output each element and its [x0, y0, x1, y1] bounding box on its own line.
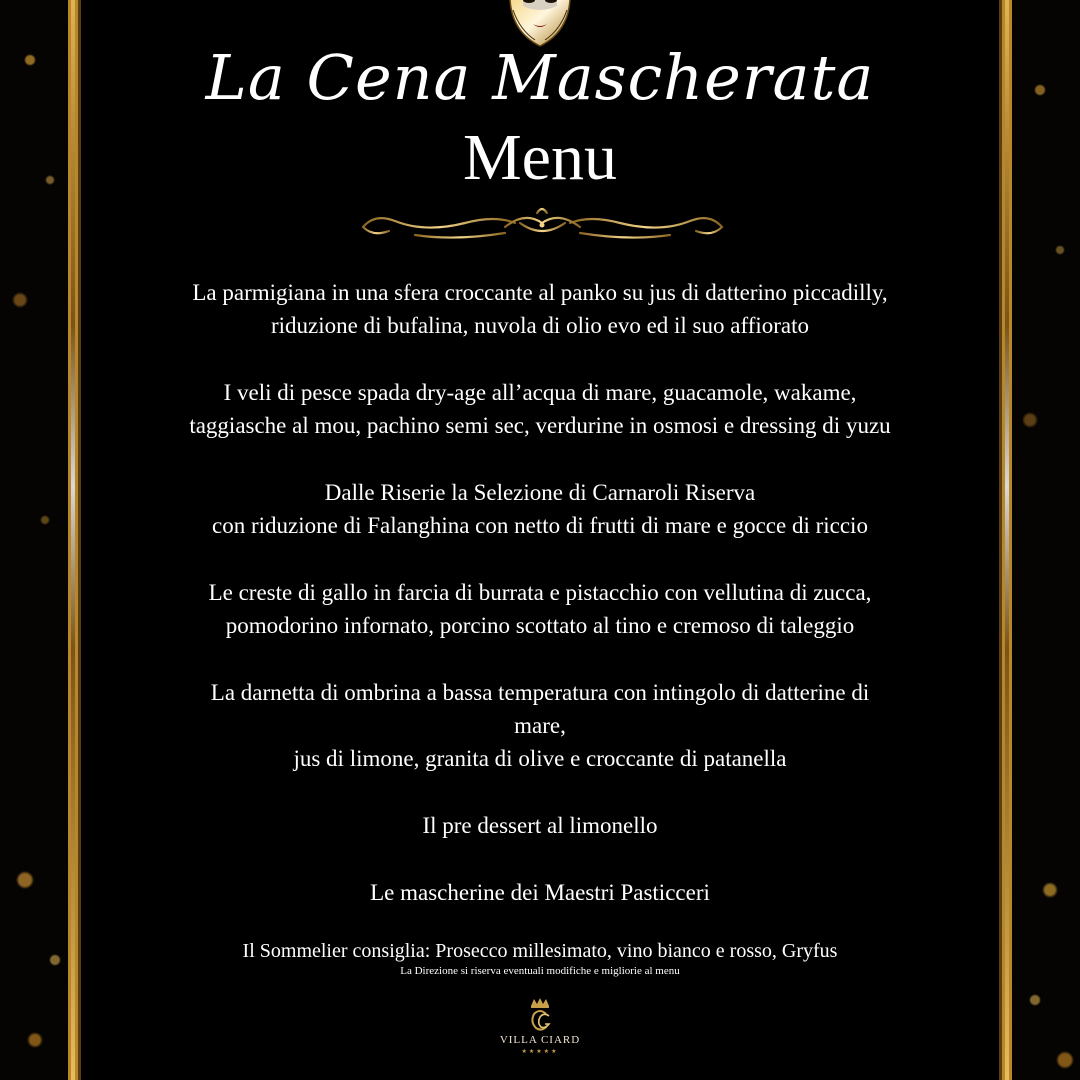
course-list — [130, 276, 950, 943]
menu-title: Menu — [463, 121, 617, 194]
crown-monogram-icon — [525, 996, 555, 1034]
course-line: La parmigiana in una sfera croccante al panko su jus di datterino piccadilly, — [192, 280, 888, 305]
course-item — [130, 676, 950, 775]
course-item — [130, 876, 950, 909]
course-line: I veli di pesce spada dry-age all’acqua di mare, guacamole, wakame, — [223, 380, 857, 405]
course-item — [130, 576, 950, 642]
course-item — [130, 276, 950, 342]
villa-ciard-logo — [490, 996, 590, 1070]
course-line: taggiasche al mou, pachino semi sec, verdurine in osmosi e dressing di yuzu — [189, 413, 891, 438]
course-item — [130, 376, 950, 442]
course-line: Dalle Riserie la Selezione di Carnaroli Riserva — [324, 480, 756, 505]
course-line: Il pre dessert al limonello — [422, 813, 658, 838]
event-title: La Cena Mascherata — [205, 41, 875, 114]
management-disclaimer: La Direzione si riserva eventuali modifiche e migliorie al menu — [400, 965, 680, 977]
sommelier-recommendation: Il Sommelier consiglia: Prosecco millesimato, vino bianco e rosso, Gryfus — [242, 940, 838, 962]
course-line: pomodorino infornato, porcino scottato al tino e cremoso di taleggio — [225, 613, 855, 638]
course-line: Le creste di gallo in farcia di burrata e pistacchio con vellutina di zucca, — [208, 580, 872, 605]
course-line: con riduzione di Falanghina con netto di frutti di mare e gocce di riccio — [212, 513, 868, 538]
course-item — [130, 476, 950, 542]
course-line: La darnetta di ombrina a bassa temperatura con intingolo di datterine di — [210, 680, 870, 705]
course-line: mare, — [514, 713, 566, 738]
course-item — [130, 809, 950, 842]
course-line: riduzione di bufalina, nuvola di olio evo ed il suo affiorato — [270, 313, 810, 338]
star-rating: ★★★★★ — [521, 1048, 559, 1055]
course-line: Le mascherine dei Maestri Pasticceri — [370, 880, 710, 905]
course-line: jus di limone, granita di olive e croccante di patanella — [293, 746, 787, 771]
logo-wordmark: VILLA CIARD — [499, 1034, 581, 1046]
gold-flourish-divider — [355, 205, 730, 243]
